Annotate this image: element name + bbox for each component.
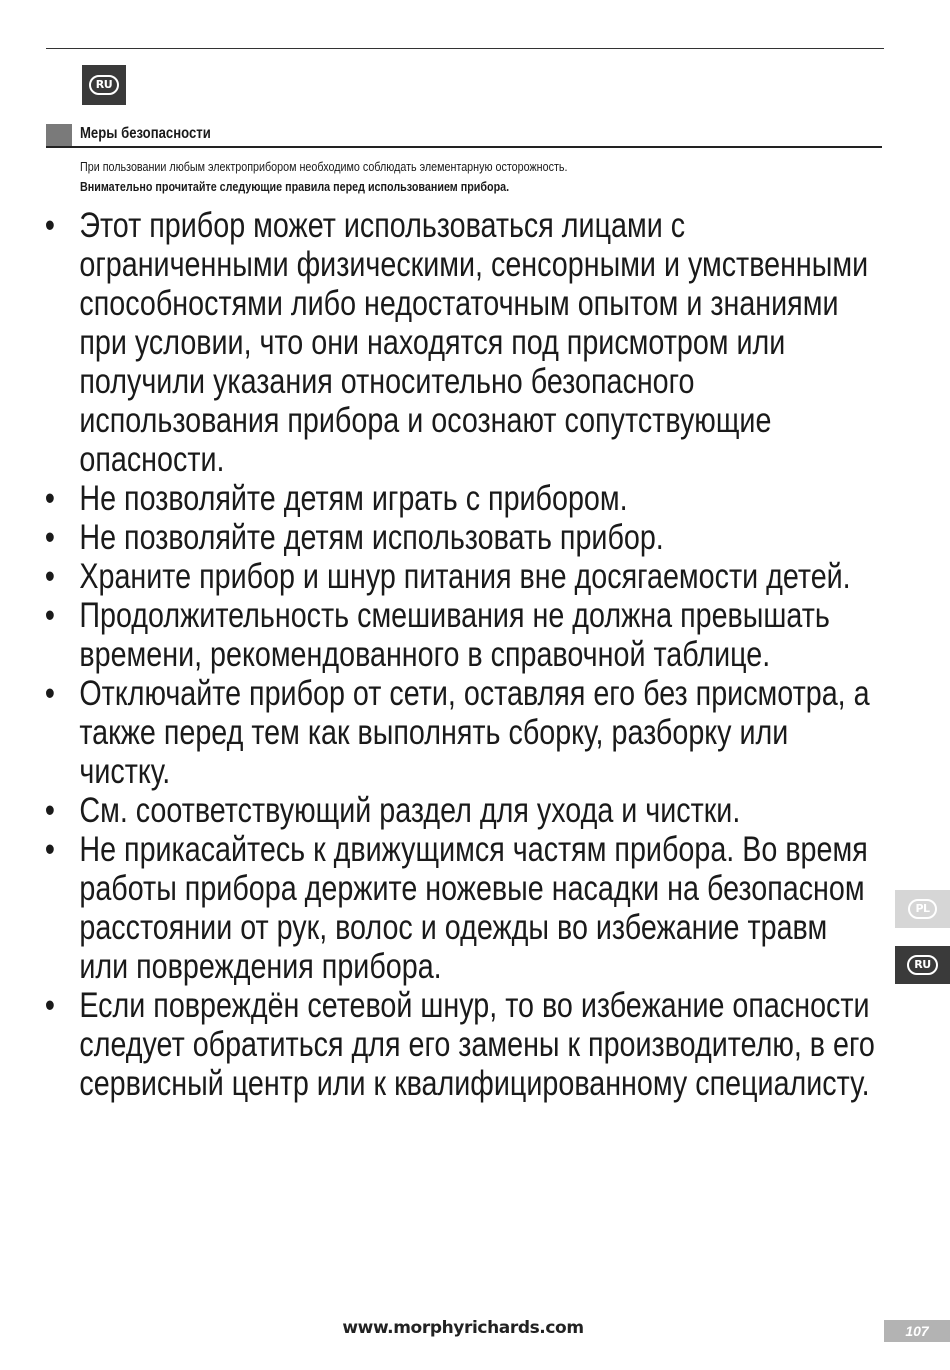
language-badge-label: RU <box>89 75 119 95</box>
safety-item-line: Храните прибор и шнур питания вне досягаемости детей. <box>79 557 851 596</box>
safety-item-line: способностями либо недостаточным опытом и знаниями <box>79 284 839 323</box>
language-tab-label: PL <box>908 899 936 919</box>
safety-item-line: Не прикасайтесь к движущимся частям прибора. Во время <box>79 830 868 869</box>
safety-item-line: чистку. <box>79 752 171 791</box>
safety-item <box>40 986 885 1103</box>
safety-item-line: См. соответствующий раздел для ухода и чистки. <box>79 791 741 830</box>
safety-item <box>40 557 885 596</box>
safety-item-line: при условии, что они находятся под присмотром или <box>79 323 786 362</box>
safety-item-line: Отключайте прибор от сети, оставляя его без присмотра, а <box>79 674 870 713</box>
safety-item-line: ограниченными физическими, сенсорными и умственными <box>79 245 869 284</box>
section-header <box>46 122 882 148</box>
bullet-icon: • <box>44 557 55 596</box>
safety-item <box>40 674 885 791</box>
intro-warning: Внимательно прочитайте следующие правила перед использованием прибора. <box>80 180 510 194</box>
bullet-icon: • <box>44 791 55 830</box>
safety-item-line: Не позволяйте детям использовать прибор. <box>79 518 664 557</box>
safety-item-line: следует обратиться для его замены к производителю, в его <box>79 1025 875 1064</box>
language-tab-ru[interactable] <box>895 946 950 984</box>
bullet-icon: • <box>44 830 55 869</box>
safety-item-line: Этот прибор может использоваться лицами с <box>79 206 686 245</box>
safety-item <box>40 791 885 830</box>
safety-item-line: также перед тем как выполнять сборку, разборку или <box>79 713 789 752</box>
bullet-icon: • <box>44 596 55 635</box>
safety-item-line: Продолжительность смешивания не должна превышать <box>79 596 830 635</box>
section-title: Меры безопасности <box>80 125 211 142</box>
section-rule <box>46 146 882 148</box>
safety-item-line: сервисный центр или к квалифицированному специалисту. <box>79 1064 870 1103</box>
safety-item <box>40 479 885 518</box>
top-rule <box>46 48 884 49</box>
language-badge <box>82 65 126 105</box>
bullet-icon: • <box>44 206 55 245</box>
bullet-icon: • <box>44 986 55 1025</box>
safety-item <box>40 206 885 479</box>
bullet-icon: • <box>44 518 55 557</box>
safety-item <box>40 596 885 674</box>
safety-item-line: Не позволяйте детям играть с прибором. <box>79 479 628 518</box>
safety-item-line: расстоянии от рук, волос и одежды во избежание травм <box>79 908 828 947</box>
section-marker <box>46 124 72 146</box>
safety-item-line: получили указания относительно безопасного <box>79 362 695 401</box>
safety-item <box>40 518 885 557</box>
intro-text: При пользовании любым электроприбором необходимо соблюдать элементарную осторожность. <box>80 160 568 174</box>
safety-item-line: Если повреждён сетевой шнур, то во избежание опасности <box>79 986 870 1025</box>
safety-list <box>40 206 885 1103</box>
safety-item-line: времени, рекомендованного в справочной таблице. <box>79 635 771 674</box>
bullet-icon: • <box>44 674 55 713</box>
language-tab-pl[interactable] <box>895 890 950 928</box>
safety-item-line: опасности. <box>79 440 225 479</box>
safety-item <box>40 830 885 986</box>
bullet-icon: • <box>44 479 55 518</box>
safety-item-line: или повреждения прибора. <box>79 947 442 986</box>
page-number: 107 <box>884 1320 950 1342</box>
footer-url: www.morphyrichards.com <box>342 1318 584 1338</box>
language-tab-label: RU <box>907 955 937 975</box>
safety-item-line: использования прибора и осознают сопутствующие <box>79 401 772 440</box>
safety-item-line: работы прибора держите ножевые насадки на безопасном <box>79 869 865 908</box>
